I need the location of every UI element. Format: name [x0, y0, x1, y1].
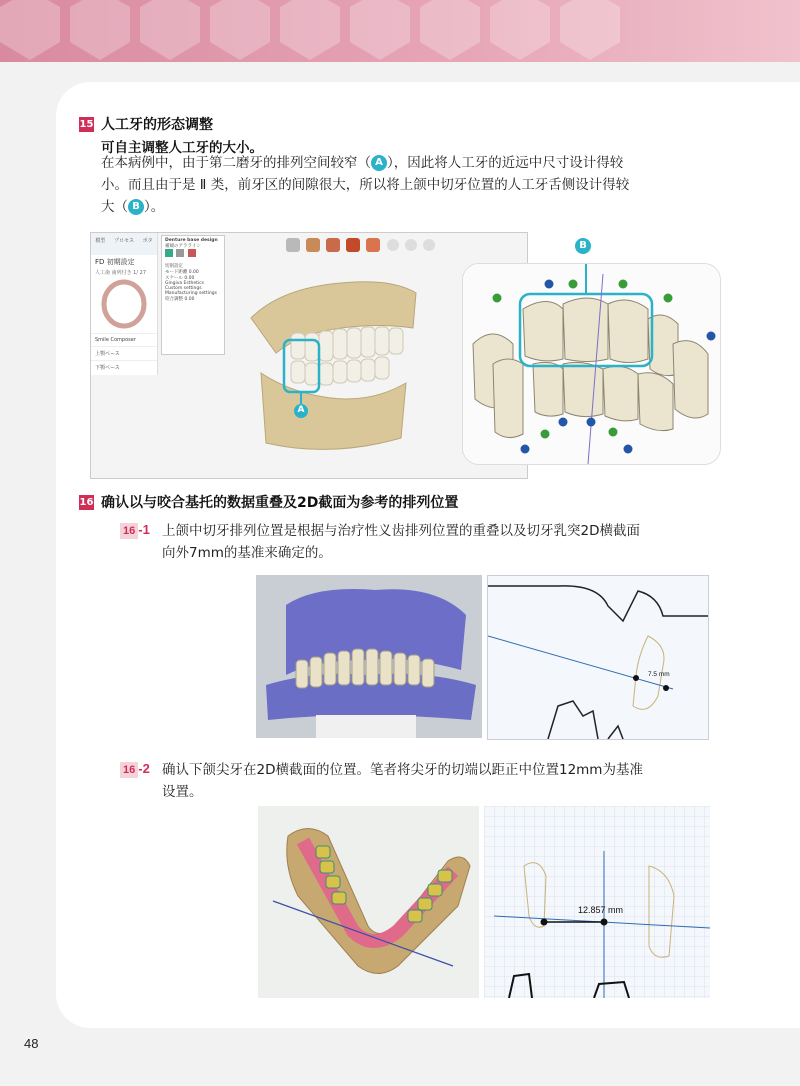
panel-item[interactable]: 切削設定 [165, 264, 183, 269]
sub-16-1-text [162, 520, 732, 564]
text-fragment: ），因此将人工牙的近远中尺寸设计得较 [387, 155, 624, 171]
panel-item[interactable]: Manufacturing settings [165, 291, 217, 296]
sub-badge-number: 16 [120, 523, 138, 539]
tooth-closeup-inset [463, 264, 720, 464]
settings-panel [161, 235, 225, 355]
panel-item-label: スケール [165, 276, 183, 281]
header-band [0, 0, 800, 62]
hexagon-decoration [70, 0, 130, 60]
sidebar-tab[interactable]: ボタ [142, 238, 153, 244]
hexagon-decoration [140, 0, 200, 60]
paragraph-line [101, 196, 741, 218]
hexagon-decoration [280, 0, 340, 60]
panel-item[interactable] [165, 296, 221, 302]
text-fragment: 大（ [101, 199, 128, 215]
callout-a-label: A [297, 405, 305, 415]
cross-section-view-2 [484, 806, 710, 998]
lower-arch-render [258, 806, 479, 998]
cross-section-drawing-1 [488, 576, 708, 739]
hexagon-decoration [210, 0, 270, 60]
panel-value[interactable]: 0.00 [184, 276, 195, 281]
section-16-title: 确认以与咬合基托的数据重叠及2D截面为参考的排列位置 [101, 495, 459, 511]
cross-section-view-1 [487, 575, 709, 740]
closeup-view [463, 264, 720, 464]
sidebar-tab[interactable]: 模型 [95, 238, 106, 244]
sub-16-2-badge [120, 761, 150, 777]
marker-b-badge: B [128, 199, 144, 215]
sub-badge-number: 16 [120, 762, 138, 778]
section-16-number: 16 [79, 497, 94, 508]
text-fragment: ）。 [144, 199, 165, 215]
section-15-paragraph [101, 152, 741, 218]
panel-item[interactable]: Gingiva Esthetics [165, 281, 204, 286]
overlay-photo [256, 575, 482, 738]
panel-item[interactable]: 補綴のアラライン [165, 244, 201, 249]
measurement-label-2: 12.857 mm [578, 905, 624, 915]
cross-section-drawing-2 [484, 806, 710, 998]
sub-16-1-badge [120, 522, 150, 538]
paragraph-line: 向外7mm的基准来确定的。 [162, 545, 332, 561]
hexagon-decoration [560, 0, 620, 60]
sidebar-title: FD 初期設定 [95, 258, 135, 266]
base-plate [316, 715, 416, 738]
hexagon-decoration [420, 0, 480, 60]
sidebar-subtitle: 人工歯 歯列付き 1/ 27 [95, 270, 146, 276]
section-15-title: 人工牙的形态调整 [101, 117, 213, 133]
paragraph-line: 设置。 [162, 784, 203, 800]
sidebar-item[interactable]: 上顎ベース [91, 346, 157, 360]
tooth-chart-icon [94, 276, 154, 332]
overlay-render [256, 575, 482, 738]
paragraph-line: 确认下颌尖牙在2D横截面的位置。笔者将尖牙的切端以距正中位置12mm为基准 [162, 762, 643, 778]
callout-b-badge: B [575, 238, 591, 254]
hexagon-decoration [0, 0, 60, 60]
sub-badge-suffix: -2 [138, 761, 150, 776]
sub-badge-suffix: -1 [138, 522, 150, 537]
panel-value[interactable]: 0.00 [188, 270, 199, 275]
panel-item-label: 咬合調整 [165, 297, 183, 302]
page-number: 48 [24, 1036, 39, 1051]
sidebar-tab[interactable]: プロセス [113, 238, 134, 244]
paragraph-line [101, 152, 741, 174]
measurement-label-1: 7.5 mm [648, 671, 670, 678]
paragraph-line: 上颌中切牙排列位置是根据与治疗性义齿排列位置的重叠以及切牙乳突2D横截面 [162, 523, 640, 539]
panel-icons [165, 249, 221, 263]
sub-16-2-text [162, 759, 732, 803]
section-15-subtitle: 可自主调整人工牙的大小。 [101, 140, 263, 156]
sidebar-top-tabs [91, 233, 157, 255]
lower-arch-drawing [258, 806, 479, 998]
sidebar-list [91, 333, 157, 374]
paragraph-line: 小。而且由于是 Ⅱ 类，前牙区的间隙很大，所以将上颌中切牙位置的人工牙舌侧设计得较 [101, 177, 630, 193]
sidebar-item[interactable]: 下顎ベース [91, 360, 157, 374]
sidebar-item[interactable]: Smile Composer [91, 333, 157, 346]
panel-title: Denture base design [165, 238, 218, 243]
section-15-number: 15 [79, 119, 94, 130]
marker-a-badge: A [371, 155, 387, 171]
panel-item[interactable]: Custom settings [165, 286, 202, 291]
panel-item-label: モード距離 [165, 270, 188, 275]
text-fragment: 在本病例中，由于第二磨牙的排列空间较窄（ [101, 155, 371, 171]
hexagon-decoration [350, 0, 410, 60]
hexagon-decoration [490, 0, 550, 60]
panel-value[interactable]: 0.00 [184, 297, 195, 302]
